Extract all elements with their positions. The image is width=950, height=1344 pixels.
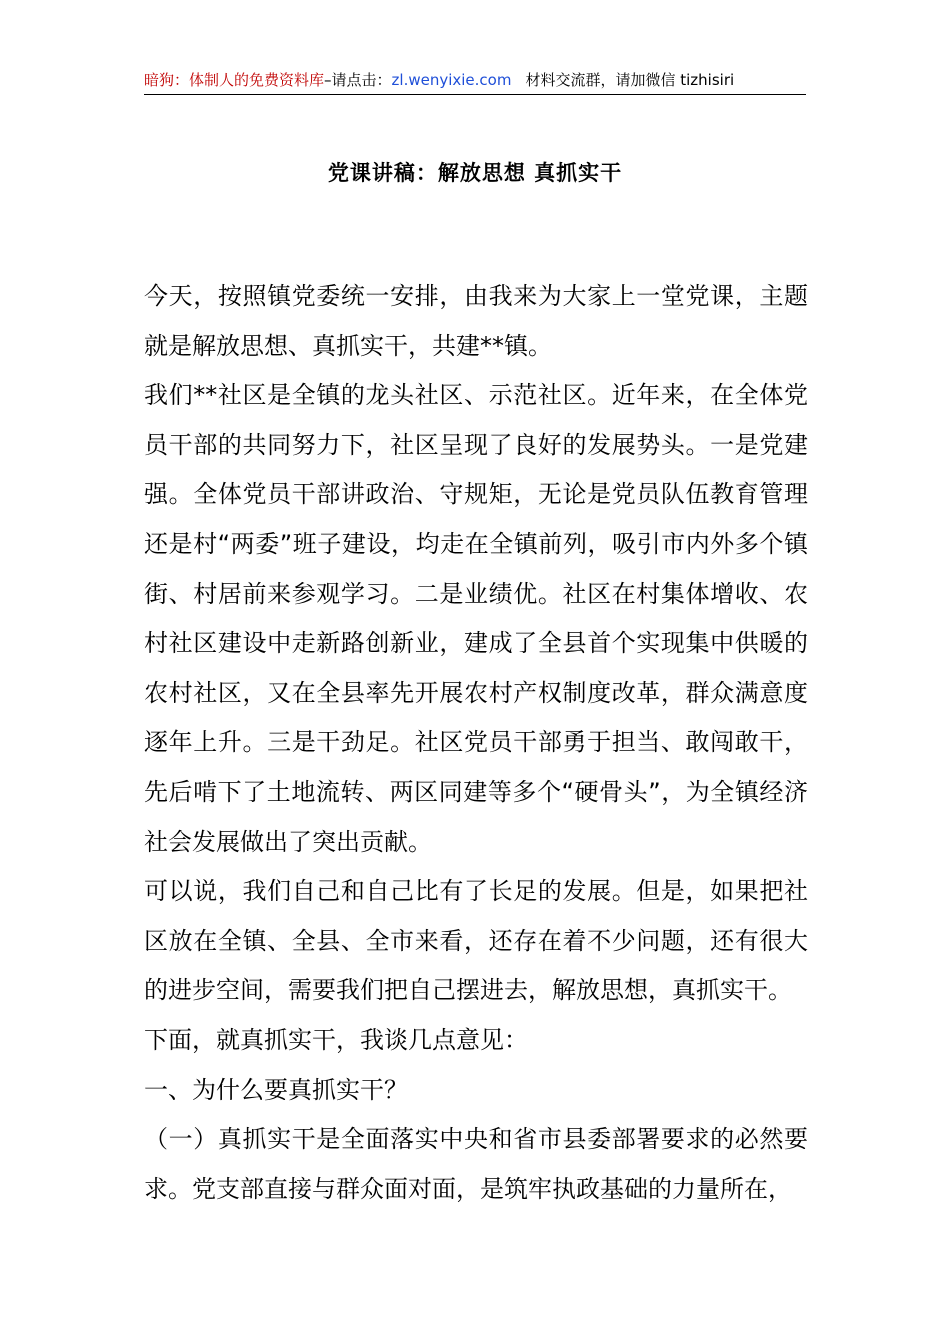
document-body <box>144 272 808 1214</box>
paragraph-progress: 可以说，我们自己和自己比有了长足的发展。但是，如果把社区放在全镇、全县、全市来看，还存在着不少问题，还有很大的进步空间，需要我们把自己摆进去，解放思想，真抓实干。 <box>144 877 808 1005</box>
paragraph-point-1: （一）真抓实干是全面落实中央和省市县委部署要求的必然要求。党支部直接与群众面对面，是筑牢执政基础的力量所在， <box>144 1125 808 1203</box>
paragraph-transition: 下面，就真抓实干，我谈几点意见： <box>144 1025 528 1054</box>
paragraph-intro: 今天，按照镇党委统一安排，由我来为大家上一堂党课，主题就是解放思想、真抓实干，共建**镇。 <box>144 282 808 360</box>
page-header <box>144 66 806 95</box>
section-heading-1: 一、为什么要真抓实干？ <box>144 1075 408 1104</box>
document-title: 党课讲稿：解放思想 真抓实干 <box>327 161 623 185</box>
header-link-prefix: –请点击： <box>324 71 392 89</box>
header-wechat: 材料交流群，请加微信 tizhisiri <box>525 71 735 89</box>
header-link[interactable]: zl.wenyixie.com <box>391 71 512 89</box>
paragraph-community: 我们**社区是全镇的龙头社区、示范社区。近年来，在全体党员干部的共同努力下，社区呈现了良好的发展势头。一是党建强。全体党员干部讲政治、守规矩，无论是党员队伍教育管理还是村“两委”班子建设，均走在全镇前列，吸引市内外多个镇街、村居前来参观学习。二是业绩优。社区在村集体增收、农村社区建设中走新路创新业，建成了全县首个实现集中供暖的农村社区，又在全县率先开展农村产权制度改革，群众满意度逐年上升。三是干劲足。社区党员干部勇于担当、敢闯敢干，先后啃下了土地流转、两区同建等多个“硬骨头”，为全镇经济社会发展做出了突出贡献。 <box>144 381 808 856</box>
header-brand: 暗狗：体制人的免费资料库 <box>144 71 325 89</box>
